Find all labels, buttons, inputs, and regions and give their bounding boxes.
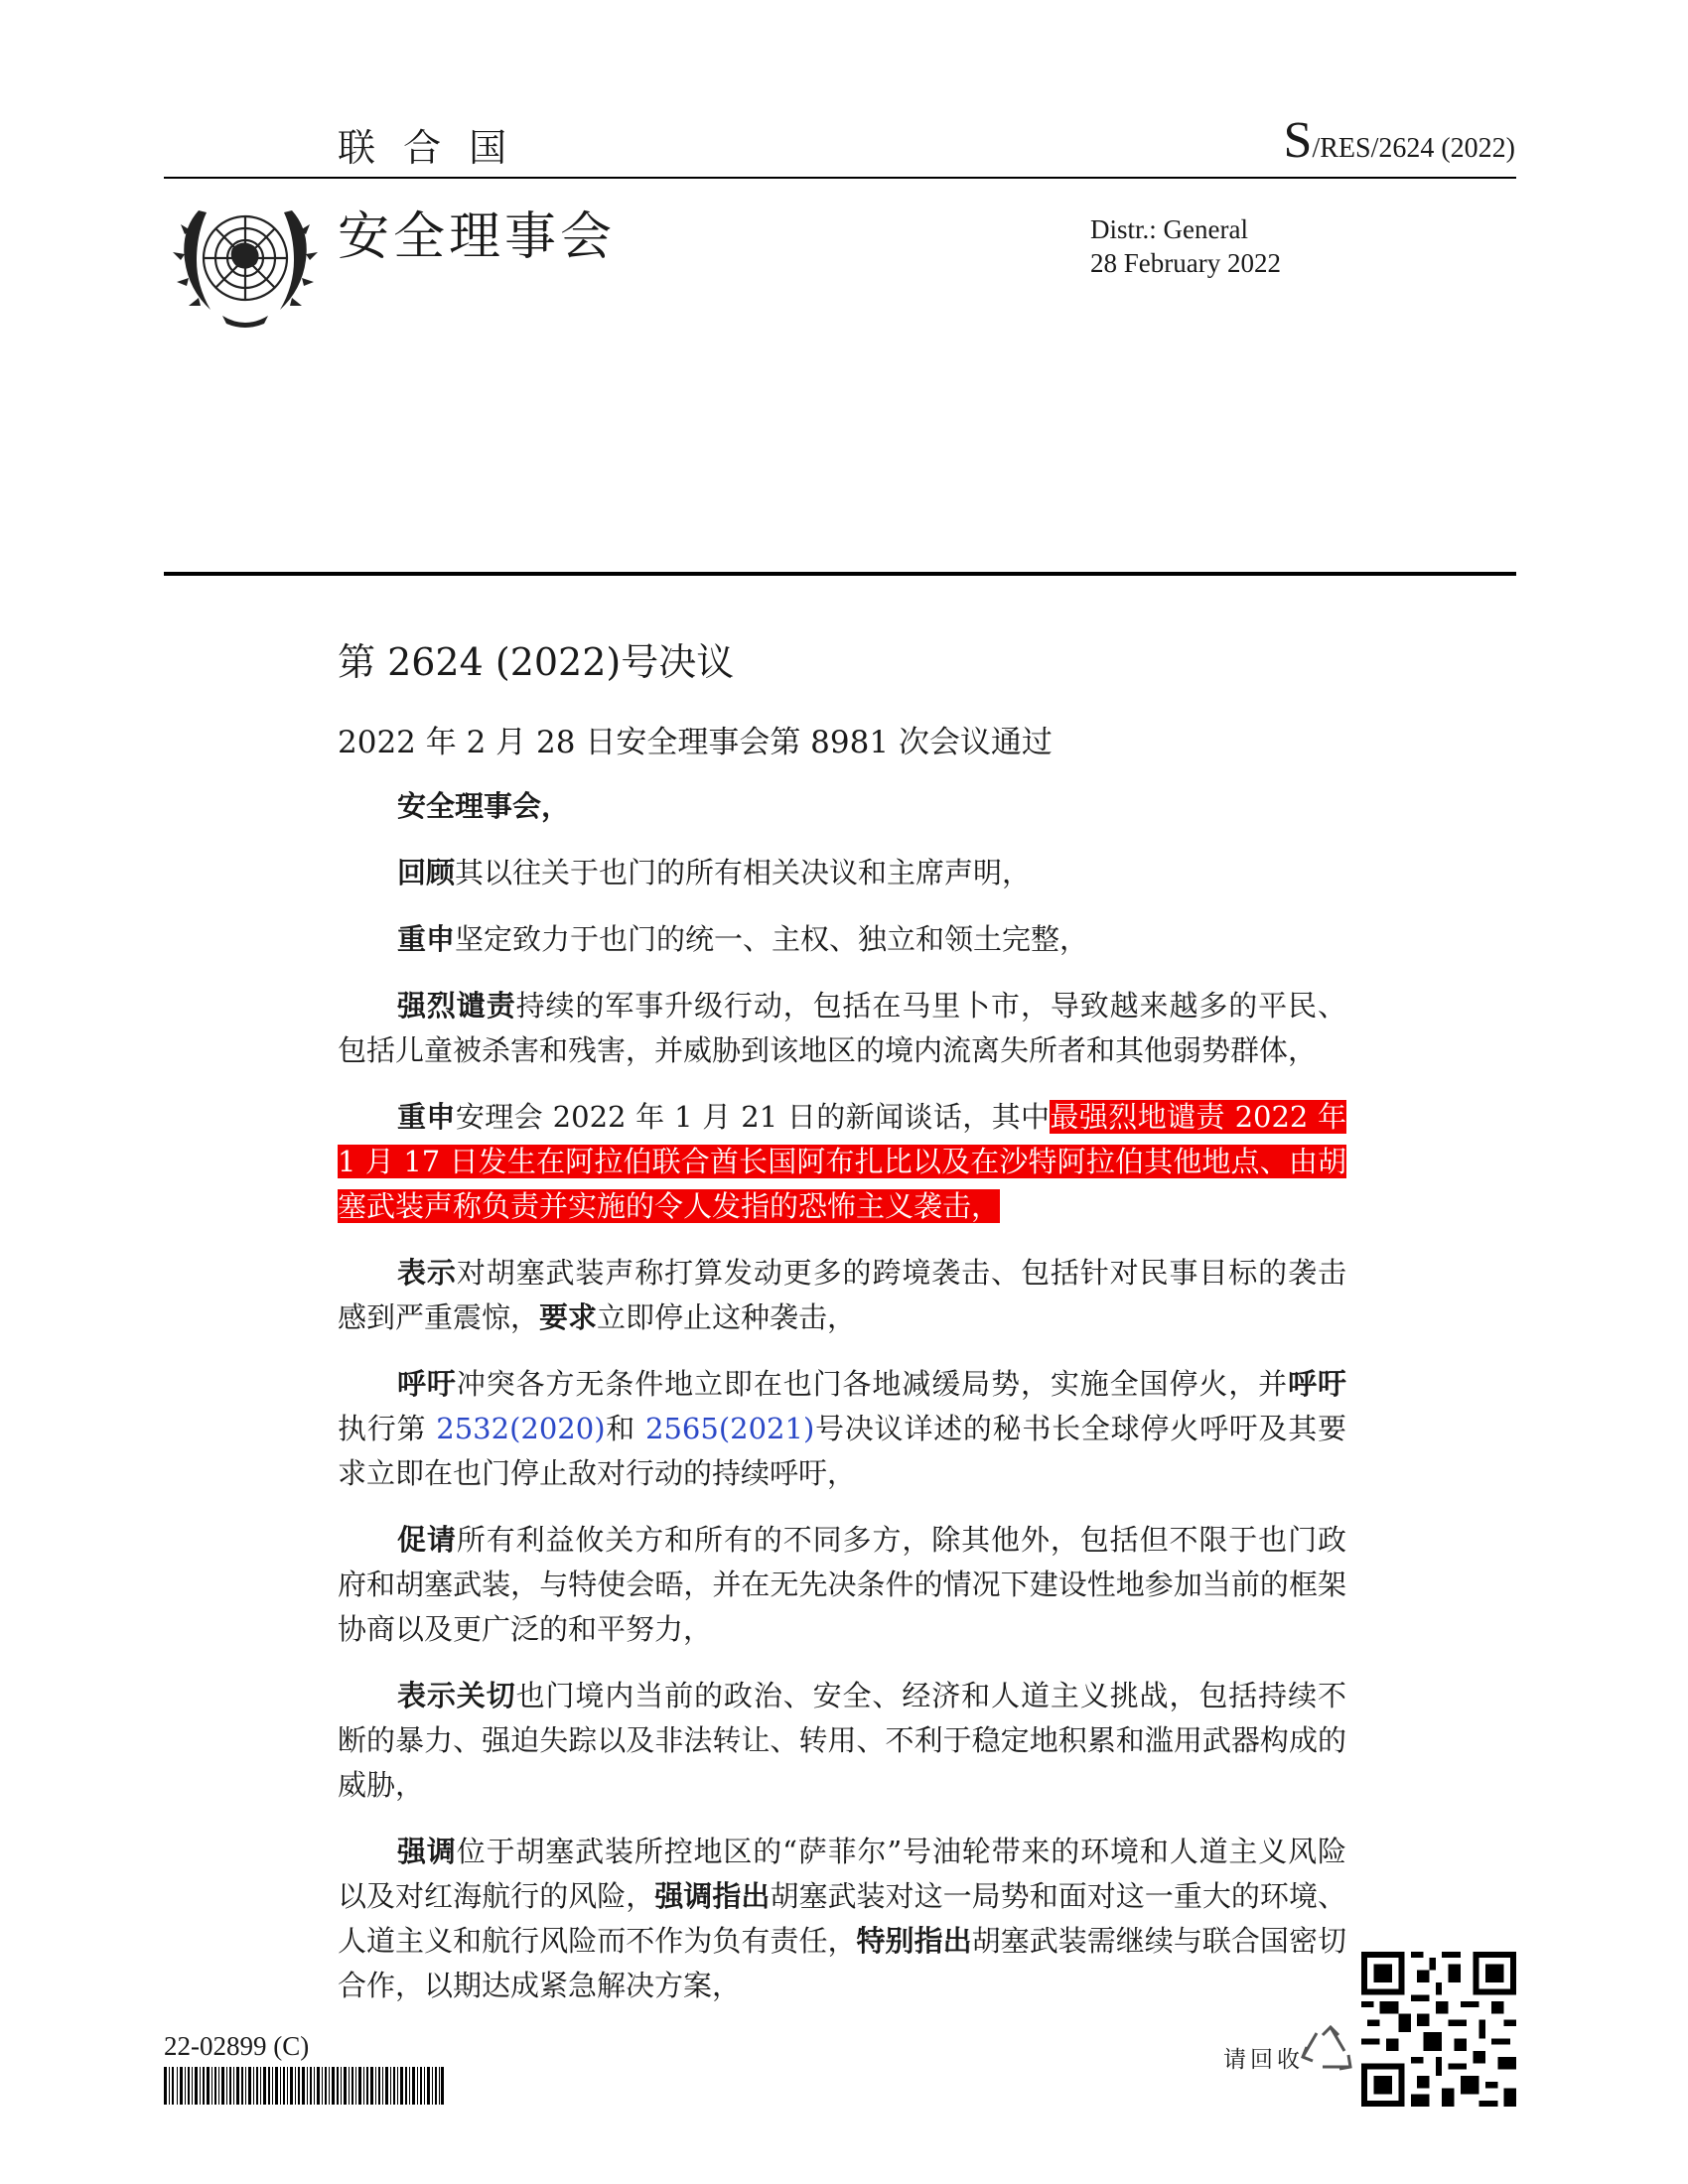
- paragraph-text: 冲突各方无条件地立即在也门各地减缓局势，实施全国停火，并: [456, 1367, 1289, 1401]
- paragraph-text: 立即停止这种袭击，: [597, 1300, 857, 1334]
- paragraph-keyword: 呼吁: [397, 1367, 457, 1401]
- preamble-paragraph: [338, 1251, 1346, 1340]
- resolution-body: [338, 784, 1346, 2030]
- section-rule: [164, 572, 1516, 576]
- paragraph-opening: [338, 784, 1346, 829]
- recycle-icon: [1301, 2021, 1360, 2081]
- preamble-paragraph: [338, 984, 1346, 1073]
- preamble-paragraph: [338, 1830, 1346, 2008]
- adoption-line: 2022 年 2 月 28 日安全理事会第 8981 次会议通过: [338, 725, 1053, 760]
- paragraph-keyword: 特别指出: [856, 1924, 972, 1958]
- paragraph-text: 所有利益攸关方和所有的不同多方，除其他外，包括但不限于也门政府和胡塞武装，与特使会晤，并在无先决条件的情况下建设性地参加当前的框架协商以及更广泛的和平努力，: [338, 1523, 1346, 1646]
- paragraph-keyword: 回顾: [397, 856, 456, 889]
- paragraph-text: 其以往关于也门的所有相关决议和主席声明，: [455, 856, 1032, 889]
- symbol-rest: /RES/2624 (2022): [1312, 133, 1515, 164]
- recycle-label: 请回收: [1223, 2047, 1304, 2073]
- highlighted-text: 最强烈地谴责 2022 年 1 月 17 日发生在阿拉伯联合酋长国阿布扎比以及在沙特阿拉伯其他地点、由胡塞武装声称负责并实施的令人发指的恐怖主义袭击，: [338, 1100, 1346, 1223]
- paragraph-keyword: 重申: [397, 1100, 456, 1134]
- paragraph-keyword: 要求: [539, 1300, 598, 1334]
- paragraph-keyword: 强调指出: [654, 1879, 771, 1913]
- distribution-block: [1090, 212, 1281, 280]
- paragraph-keyword: 重申: [397, 922, 456, 956]
- opening-subject: 安全理事会，: [397, 789, 571, 823]
- paragraph-keyword: 促请: [397, 1523, 457, 1557]
- organization-name: 联 合 国: [338, 126, 515, 170]
- header-rule: [164, 177, 1516, 179]
- resolution-link-2565[interactable]: 2565(2021): [645, 1412, 815, 1445]
- paragraph-text: 胡塞武装需继续与联合国密切合作，以期达成紧急解决方案，: [338, 1924, 1346, 2002]
- preamble-paragraph: [338, 1095, 1346, 1229]
- document-symbol: [1284, 111, 1515, 170]
- paragraph-text: 坚定致力于也门的统一、主权、独立和领土完整，: [455, 922, 1089, 956]
- paragraph-text: 安理会 2022 年 1 月 21 日的新闻谈话，其中: [455, 1100, 1051, 1134]
- paragraph-text: 持续的军事升级行动，包括在马里卜市，导致越来越多的平民、包括儿童被杀害和残害，并威胁到该地区的境内流离失所者和其他弱势群体，: [338, 989, 1346, 1067]
- paragraph-text: 对胡塞武装声称打算发动更多的跨境袭击、包括针对民事目标的袭击感到严重震惊，: [338, 1256, 1346, 1334]
- document-number: 22-02899 (C): [164, 2031, 310, 2061]
- paragraph-text: 胡塞武装对这一局势和面对这一重大的环境、人道主义和航行风险而不作为负有责任，: [338, 1879, 1346, 1958]
- resolution-link-2532[interactable]: 2532(2020): [436, 1412, 606, 1445]
- paragraph-text: 执行第: [338, 1412, 437, 1445]
- barcode-icon: [164, 2067, 444, 2105]
- symbol-prefix: S: [1283, 112, 1313, 169]
- paragraph-keyword: 表示关切: [397, 1679, 516, 1712]
- paragraph-text: 位于胡塞武装所控地区的“萨菲尔”号油轮带来的环境和人道主义风险以及对红海航行的风险，: [338, 1835, 1346, 1913]
- preamble-paragraph: [338, 1518, 1346, 1652]
- paragraph-text: 号决议详述的秘书长全球停火呼吁及其要求立即在也门停止敌对行动的持续呼吁，: [338, 1412, 1347, 1490]
- document-date: 28 February 2022: [1090, 248, 1281, 278]
- distribution-label: Distr.: General: [1090, 214, 1248, 244]
- qr-code-icon: [1361, 1952, 1516, 2107]
- preamble-paragraph: [338, 1362, 1346, 1496]
- paragraph-text: 和: [605, 1412, 646, 1445]
- security-council-heading: 安全理事会: [338, 207, 617, 267]
- preamble-paragraph: [338, 851, 1346, 895]
- preamble-paragraph: [338, 1674, 1346, 1808]
- paragraph-text: 也门境内当前的政治、安全、经济和人道主义挑战，包括持续不断的暴力、强迫失踪以及非法转让、转用、不利于稳定地积累和滥用武器构成的威胁，: [338, 1679, 1346, 1802]
- paragraph-keyword: 强烈谴责: [397, 989, 516, 1023]
- resolution-title: 第 2624 (2022)号决议: [338, 640, 735, 684]
- un-emblem-icon: [163, 191, 328, 334]
- paragraph-keyword: 呼吁: [1288, 1367, 1346, 1401]
- paragraph-keyword: 表示: [397, 1256, 457, 1290]
- preamble-paragraph: [338, 917, 1346, 962]
- paragraph-keyword: 强调: [397, 1835, 457, 1868]
